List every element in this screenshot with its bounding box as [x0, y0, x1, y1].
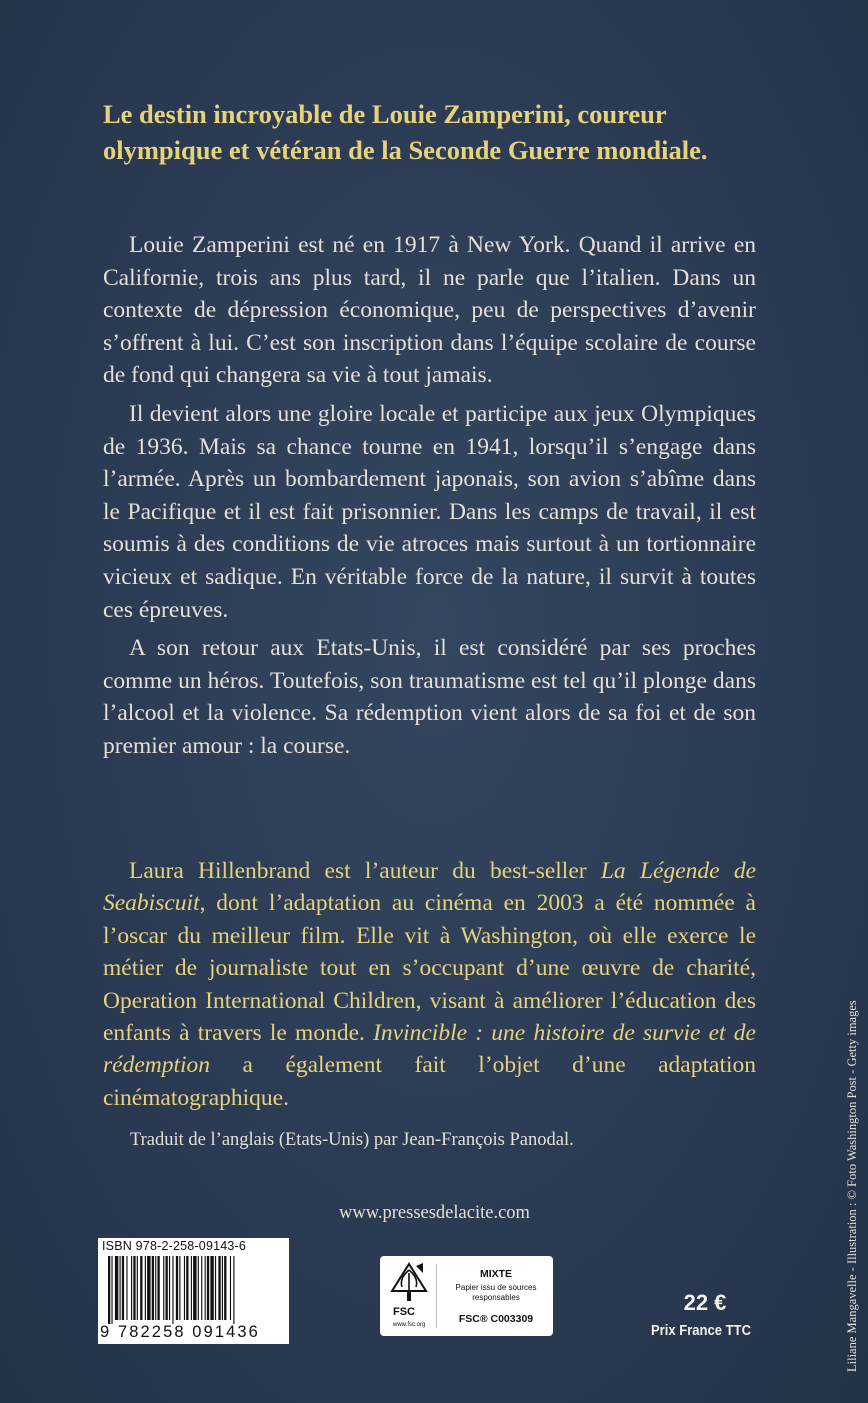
fsc-label: [380, 1256, 553, 1336]
barcode-bar: [215, 1256, 216, 1320]
barcode-bar: [133, 1256, 135, 1320]
barcode-bar: [169, 1256, 170, 1320]
barcode-bar: [122, 1256, 124, 1320]
barcode-bar: [108, 1256, 110, 1324]
fsc-mark: FSC: [393, 1306, 415, 1318]
fsc-mixte: MIXTE: [479, 1268, 513, 1280]
barcode-bar: [191, 1256, 192, 1320]
barcode-bar: [222, 1256, 223, 1320]
synopsis-paragraph: Louie Zamperini est né en 1917 à New York. Quand il arrive en Californie, trois ans plus tard, il ne parle que l’italien. Dans un contexte de dépression économique, peu de perspectives d’avenir s’offrent à lui. C’est son inscription dans l’équipe scolaire de course de fond qui changera sa vie à tout jamais.: [103, 232, 756, 389]
barcode-bar: [137, 1256, 138, 1320]
barcode-bar: [179, 1256, 180, 1320]
translator-note: Traduit de l’anglais (Etats-Unis) par Jean-François Panodal.: [130, 1130, 574, 1150]
barcode-bar: [207, 1256, 209, 1320]
barcode-bar: [186, 1256, 188, 1320]
price-amount: 22 €: [683, 1290, 727, 1315]
cover-headline: Le destin incroyable de Louie Zamperini, coureur olympique et vétéran de la Seconde Guerre mondiale.: [103, 99, 708, 165]
publisher-website: www.pressesdelacite.com: [339, 1203, 530, 1223]
fsc-url: www.fsc.org: [393, 1322, 426, 1328]
barcode-bar: [163, 1256, 164, 1320]
barcode-bar: [172, 1256, 173, 1324]
fsc-code: FSC® C003309: [458, 1313, 534, 1325]
barcode-bar: [184, 1256, 185, 1320]
isbn-label: ISBN 978-2-258-09143-6: [102, 1239, 247, 1253]
barcode-bar: [193, 1256, 196, 1320]
author-bio-text: Laura Hillenbrand est l’auteur du best-seller: [129, 858, 601, 884]
fsc-divider: [436, 1264, 437, 1328]
fsc-tree-icon: [386, 1261, 432, 1305]
barcode-bar: [198, 1256, 199, 1320]
fsc-description: Papier issu de sources responsables: [455, 1283, 537, 1302]
author-bio: [103, 855, 756, 1114]
barcode-bar: [230, 1256, 231, 1320]
book-title-seabiscuit: La Légende de Seabiscuit: [103, 858, 756, 917]
barcode-bars: [106, 1256, 282, 1324]
barcode-bar: [201, 1256, 202, 1320]
barcode-bar: [155, 1256, 156, 1320]
price-note: Prix France TTC: [650, 1323, 752, 1339]
synopsis: [103, 229, 756, 769]
barcode-bar: [120, 1256, 121, 1320]
barcode-bar: [218, 1256, 220, 1320]
barcode-bar: [111, 1256, 112, 1324]
barcode-bar: [126, 1256, 127, 1320]
synopsis-paragraph: A son retour aux Etats-Unis, il est considéré par ses proches comme un héros. Toutefois, son traumatisme est tel qu’il plonge dans l’alcool et la violence. Sa rédemption vient alors de sa foi et de son premier amour : la course.: [103, 635, 756, 759]
book-title-invincible: Invincible : une histoire de survie et de rédemption: [103, 1020, 756, 1079]
barcode-bar: [205, 1256, 206, 1320]
barcode-bar: [176, 1256, 178, 1320]
barcode-bar: [166, 1256, 168, 1320]
photo-credit: Liliane Mangavelle - Illustration : © Foto Washington Post - Getty images: [845, 1000, 859, 1372]
barcode-bar: [152, 1256, 154, 1320]
author-bio-text: , dont l’adaptation au cinéma en 2003 a été nommée à l’oscar du meilleur film. Elle vit à Washington, où elle exerce le métier de journaliste tout en s’occupant d’une œuvre de charité, Operation International Children, visant à améliorer l’éducation des enfants à travers le monde.: [103, 890, 756, 1047]
barcode-bar: [115, 1256, 118, 1320]
barcode-bar: [210, 1256, 213, 1320]
barcode-bar: [147, 1256, 150, 1320]
author-bio-text: a également fait l’objet d’une adaptation cinématographique.: [103, 1052, 756, 1111]
isbn-barcode: [98, 1238, 289, 1344]
barcode-bar: [140, 1256, 142, 1320]
synopsis-paragraph: Il devient alors une gloire locale et participe aux jeux Olympiques de 1936. Mais sa chance tourne en 1941, lorsqu’il s’engage dans l’armée. Après un bombardement japonais, son avion s’abîme dans le Pacifique et il est fait prisonnier. Dans les camps de travail, il est soumis à des conditions de vie atroces mais surtout à un tortionnaire vicieux et sadique. En véritable force de la nature, il survit à toutes ces épreuves.: [103, 400, 756, 623]
barcode-bar: [233, 1256, 234, 1324]
barcode-bar: [145, 1256, 146, 1320]
barcode-bar: [157, 1256, 159, 1320]
barcode-bar: [224, 1256, 226, 1320]
barcode-digits: 9 782258 091436: [100, 1323, 260, 1341]
barcode-bar: [131, 1256, 132, 1320]
